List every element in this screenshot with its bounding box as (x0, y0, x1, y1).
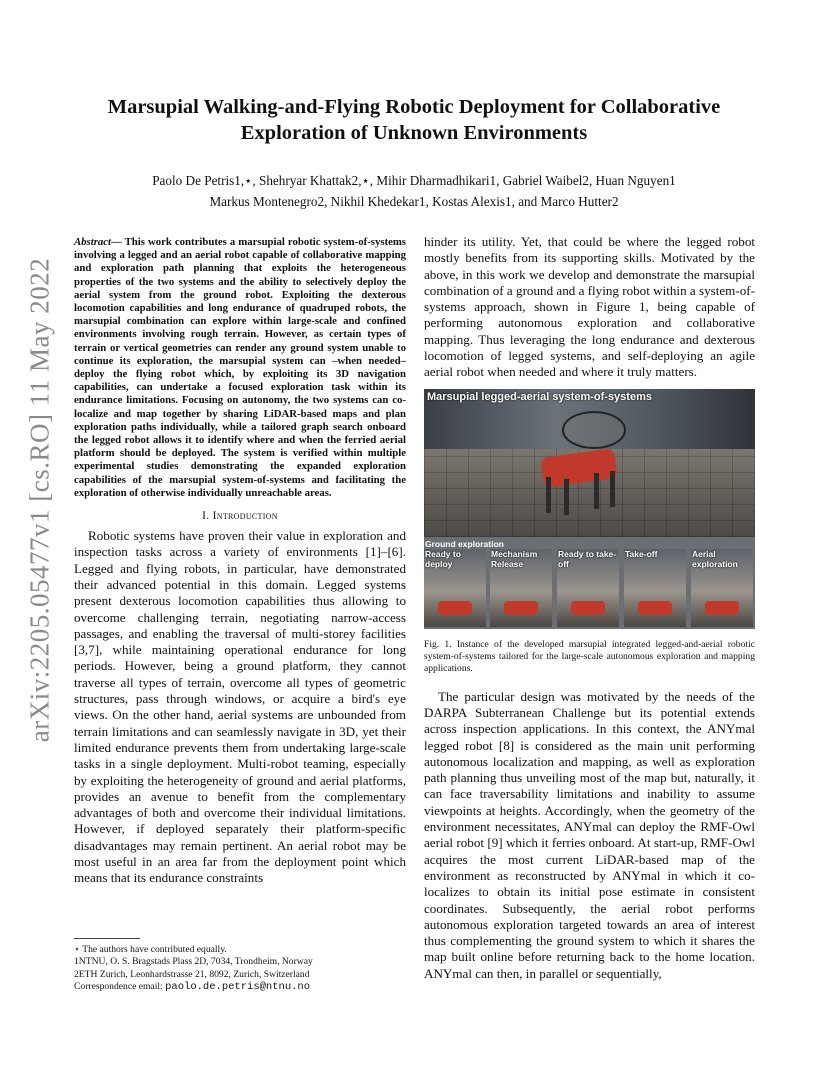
authors-line-1: Paolo De Petris1,⋆, Shehryar Khattak2,⋆, Mihir Dharmadhikari1, Gabriel Waibel2, Huan Nguyen1 (152, 173, 676, 188)
footnote-equal-contribution: ⋆ The authors have contributed equally. (74, 944, 227, 955)
figure-top-label: Marsupial legged-aerial system-of-systems (427, 390, 652, 403)
sequence-panel: Ready to deploy (424, 549, 486, 627)
arxiv-watermark (16, 220, 64, 780)
correspondence-email[interactable]: paolo.de.petris@ntnu.no (165, 981, 311, 994)
figure-1-caption: Fig. 1. Instance of the developed marsupial integrated legged-and-aerial robotic system-of-systems tailored for the large-scale autonomous exploration and mapping applications. (424, 638, 755, 674)
footnotes (74, 944, 406, 994)
right-paragraph-1: hinder its utility. Yet, that could be where the legged robot mostly benefits from its supporting skills. Motivated by the above, in this work we develop and demonstrate the marsupial combination of a ground and a flying robot within a system-of-systems approach, shown in Figure 1, being capable of performing autonomous exploration and collaborative mapping. Thus leveraging the long endurance and dexterous locomotion of legged systems, and self-deploying an agile aerial robot when needed and where it truly matters. (424, 234, 755, 380)
figure-strip-label: Ground exploration (425, 538, 504, 549)
authors-line-2: Markus Montenegro2, Nikhil Khedekar1, Kostas Alexis1, and Marco Hutter2 (209, 194, 619, 209)
abstract-label: Abstract (74, 236, 112, 248)
arxiv-id: arXiv:2205.05477v1 [cs.RO] 11 May 2022 (24, 257, 55, 743)
abstract-text: — This work contributes a marsupial robotic system-of-systems involving a legged and an aerial robot capable of collaborative mapping and exploration path planning that exploits the heterogeneous properties of the two systems and the ability to selectively deploy the aerial system from the ground robot. Exploiting the dexterous locomotion capabilities and long endurance of quadruped robots, the marsupial combination can explore within large-scale and confined environments involving rough terrain. However, as certain types of terrain or vertical geometries can render any ground system unable to continue its exploration, the marsupial system can –when needed– deploy the flying robot which, by exploiting its 3D navigation capabilities, can undertake a focused exploration task within its endurance limitations. Focusing on autonomy, the two systems can co-localize and map together by sharing LiDAR-based maps and plan exploration paths individually, while a tailored graph search onboard the legged robot allows it to identify where and when the ferried aerial platform should be deployed. The system is verified within multiple experimental studies demonstrating the expanded exploration capabilities of the marsupial system-of-systems and facilitating the exploration of otherwise individually unreachable areas. (74, 236, 406, 499)
figure-main-photo (424, 389, 755, 537)
section-title: Introduction (212, 510, 278, 523)
section-number: I. (202, 510, 210, 523)
sequence-panel: Aerial exploration (691, 549, 753, 627)
section-heading-introduction (74, 510, 406, 522)
aerial-robot-image (562, 411, 626, 449)
footnote-correspondence: Correspondence email: paolo.de.petris@ntnu.no (74, 981, 311, 994)
sequence-panel: Take-off (624, 549, 686, 627)
footnote-eth: 2ETH Zurich, Leonhardstrasse 21, 8092, Zurich, Switzerland (74, 968, 310, 980)
figure-sequence-strip (424, 537, 755, 629)
left-column (74, 236, 406, 887)
abstract (74, 236, 406, 500)
figure-1 (424, 389, 755, 629)
paper-title: Marsupial Walking-and-Flying Robotic Deployment for Collaborative Exploration of Unknown Environments (107, 96, 721, 144)
author-list (70, 170, 758, 212)
intro-paragraph-1: Robotic systems have proven their value in exploration and inspection tasks across a variety of environments [1]–[6]. Legged and flying robots, in particular, have demonstrated their advanced potential in this domain. Legged systems present dexterous locomotion capabilities thus allowing to overcome challenging terrain, negotiating narrow-access passages, and enabling the traversal of multi-storey facilities [3,7], while maintaining operational endurance for long periods. However, being a ground platform, they cannot traverse all types of terrain, overcome all types of geometric structures, pass through windows, or acquire a bird's eye views. On the other hand, aerial systems are unbounded from terrain limitations and can seamlessly navigate in 3D, yet their limited endurance prevents them from undertaking large-scale tasks in a single deployment. Multi-robot teaming, especially by exploiting the heterogeneity of ground and aerial platforms, provides an avenue to benefit from the complementary advantages of both and overcome their individual limitations. However, if deployed separately their platform-specific disadvantages may remain pertinent. An aerial robot may be most useful in an area far from the deployment point which means that its endurance constraints (74, 528, 406, 886)
right-paragraph-2: The particular design was motivated by the needs of the DARPA Subterranean Challenge but its potential extends across inspection applications. In this context, the ANYmal legged robot [8] is considered as the main unit performing autonomous localization and mapping, as well as exploration path planning thus unveiling most of the map but, naturally, it can face traversability limitations and inability to assume viewpoints at heights. Accordingly, when the geometry of the environment necessitates, ANYmal can deploy the RMF-Owl aerial robot [9] which it ferries onboard. At start-up, RMF-Owl acquires the most current LiDAR-based map of the environment as reconstructed by ANYmal in which it co-localizes to obtain its initial pose estimate in consistent coordinates. Subsequently, the aerial robot performs autonomous exploration targeted towards an area of interest thus complementing the ground system to which it shares the map built online before returning back to the home location. ANYmal can then, in parallel or sequentially, (424, 688, 755, 981)
footnote-rule (74, 938, 140, 939)
sequence-panel: Mechanism Release (490, 549, 552, 627)
sequence-panel: Ready to take-off (557, 549, 619, 627)
footnote-ntnu: 1NTNU, O. S. Bragstads Plass 2D, 7034, Trondheim, Norway (74, 956, 313, 968)
right-column (424, 234, 755, 982)
